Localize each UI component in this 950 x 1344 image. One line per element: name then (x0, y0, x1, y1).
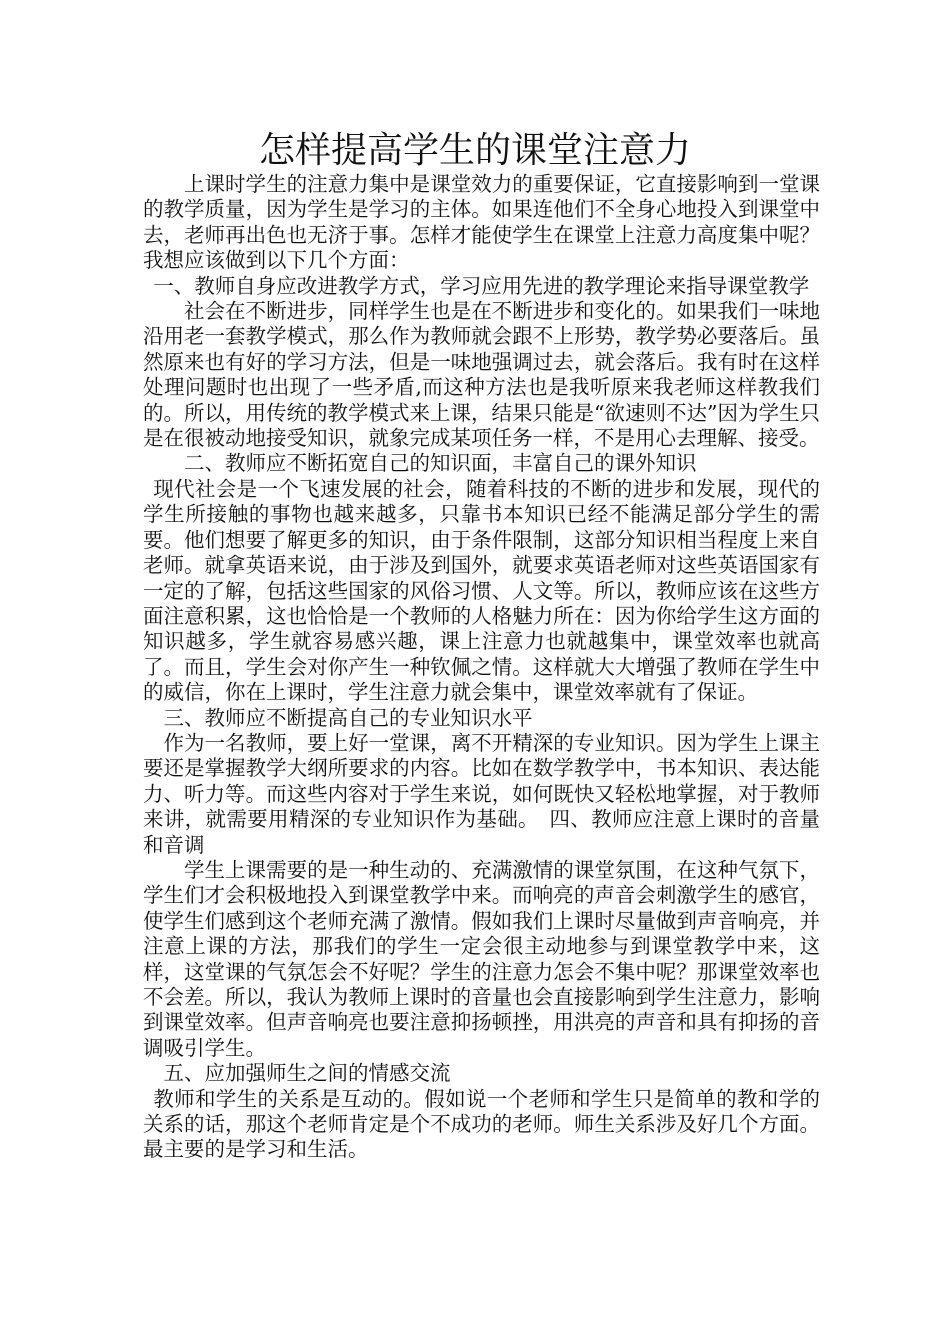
section-heading-2: 二、教师应不断拓宽自己的知识面，丰富自己的课外知识 (184, 451, 697, 476)
section-heading-3: 三、教师应不断提高自己的专业知识水平 (163, 705, 533, 730)
body-paragraph-4: 学生上课需要的是一种生动的、充满激情的课堂氛围，在这种气氛下，学生们才会积极地投入到课堂教学中来。而响亮的声音会刺激学生的感官，使学生们感到这个老师充满了激情。假如我们上课时尽量做到声音响亮，并注意上课的方法，那我们的学生一定会很主动地参与到课堂教学中来，这样，这堂课的气氛怎会不好呢？学生的注意力怎会不集中呢？那课堂效率也不会差。所以，我认为教师上课时的音量也会直接影响到学生注意力，影响到课堂效率。但声音响亮也要注意抑扬顿挫，用洪亮的声音和具有抑扬的音调吸引学生。 (143, 857, 820, 1060)
page-title: 怎样提高学生的课堂注意力 (258, 130, 691, 171)
body-paragraph-2: 现代社会是一个飞速发展的社会，随着科技的不断的进步和发展，现代的学生所接触的事物也越来越多，只靠书本知识已经不能满足部分学生的需要。他们想要了解更多的知识，由于条件限制，这部分知识相当程度上来自老师。就拿英语来说，由于涉及到国外，就要求英语老师对这些英语国家有一定的了解，包括这些国家的风俗习惯、人文等。所以，教师应该在这些方面注意积累，这也恰恰是一个教师的人格魅力所在：因为你给学生这方面的知识越多，学生就容易感兴趣，课上注意力也就越集中，课堂效率也就高了。而且，学生会对你产生一种钦佩之情。这样就大大增强了教师在学生中的威信，你在上课时，学生注意力就会集中，课堂效率就有了保证。 (143, 476, 820, 705)
body-paragraph-3: 作为一名教师，要上好一堂课，离不开精深的专业知识。因为学生上课主要还是掌握教学大纲所要求的内容。比如在数学教学中，书本知识、表达能力、听力等。而这些内容对于学生来说，如何既快又轻松地掌握，对于教师来讲，就需要用精深的专业知识作为基础。 四、教师应注意上课时的音量和音调 (143, 730, 820, 857)
intro-paragraph: 上课时学生的注意力集中是课堂效力的重要保证，它直接影响到一堂课的教学质量，因为学生是学习的主体。如果连他们不全身心地投入到课堂中去，老师再出色也无济于事。怎样才能使学生在课堂上注意力高度集中呢？我想应该做到以下几个方面： (143, 172, 820, 273)
body-paragraph-5: 教师和学生的关系是互动的。假如说一个老师和学生只是简单的教和学的关系的话，那这个老师肯定是个不成功的老师。师生关系涉及好几个方面。最主要的是学习和生活。 (143, 1086, 820, 1162)
document-body (143, 172, 820, 1163)
section-heading-5: 五、应加强师生之间的情感交流 (163, 1061, 451, 1086)
section-heading-1: 一、教师自身应改进教学方式，学习应用先进的教学理论来指导课堂教学 (153, 273, 810, 298)
body-paragraph-1: 社会在不断进步，同样学生也是在不断进步和变化的。如果我们一味地沿用老一套教学模式，那么作为教师就会跟不上形势，教学势必要落后。虽然原来也有好的学习方法，但是一味地强调过去，就会落后。我有时在这样处理问题时也出现了一些矛盾,而这种方法也是我听原来我老师这样教我们的。所以，用传统的教学模式来上课，结果只能是“欲速则不达”因为学生只是在很被动地接受知识，就象完成某项任务一样，不是用心去理解、接受。 (143, 299, 820, 451)
